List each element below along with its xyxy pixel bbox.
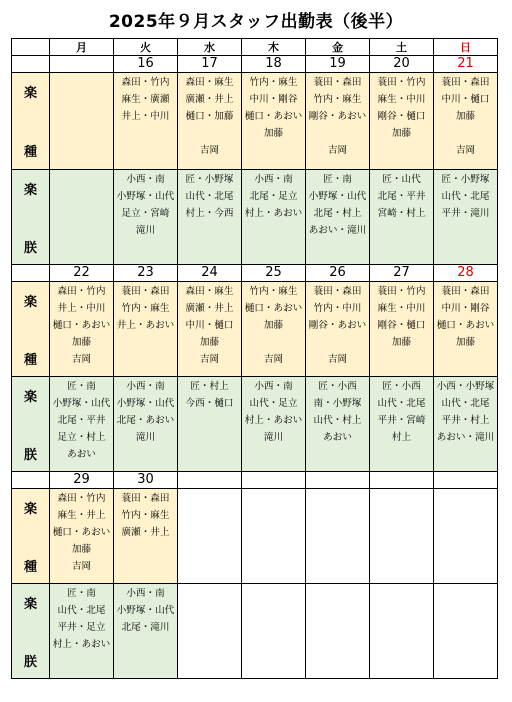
staff-cell: [114, 170, 178, 265]
staff-line: 匠・小西: [318, 381, 357, 392]
date-cell: 21: [434, 56, 498, 73]
staff-list: [370, 377, 433, 446]
staff-line: あおい・滝川: [436, 432, 495, 443]
staff-list: [50, 584, 113, 653]
date-cell: 27: [370, 265, 434, 282]
staff-cell: [114, 282, 178, 377]
staff-line: 吉岡: [71, 561, 92, 572]
staff-list: [306, 489, 369, 490]
staff-cell: [178, 282, 242, 377]
date-cell: [370, 472, 434, 489]
page-title: 2025年９月スタッフ出勤表（後半）: [108, 12, 404, 32]
staff-line: 足立・宮崎: [121, 208, 170, 219]
staff-line: 竹内・麻生: [121, 303, 170, 314]
staff-line: 吉岡: [327, 145, 348, 156]
staff-list: [370, 282, 433, 351]
staff-line: 井上・中川: [121, 111, 170, 122]
row-label-top-char: 楽: [23, 389, 37, 405]
staff-line: 北尾・平井: [57, 415, 106, 426]
staff-line: 麻生・中川: [377, 303, 426, 314]
date-cell: 30: [114, 472, 178, 489]
staff-cell: [50, 584, 114, 679]
staff-line: 加藤: [455, 111, 476, 122]
staff-line: 麻生・井上: [57, 510, 106, 521]
staff-list: [114, 377, 177, 446]
staff-line: 加藤: [199, 337, 220, 348]
staff-list: [50, 73, 113, 74]
staff-cell: [434, 489, 498, 584]
staff-line: 蓑田・森田: [441, 77, 490, 88]
date-cell: [434, 472, 498, 489]
staff-line: 麻生・廣瀬: [121, 94, 170, 105]
weekday-mon: 月: [50, 39, 114, 56]
staff-cell: [242, 282, 306, 377]
staff-list: [434, 584, 497, 585]
staff-line: 宮崎・村上: [377, 208, 426, 219]
staff-cell: [434, 282, 498, 377]
staff-line: 匠・村上: [190, 381, 229, 392]
staff-line: 樋口・あおい: [244, 303, 303, 314]
staff-line: 平井・滝川: [441, 208, 490, 219]
row-label-bottom-char: 朕: [23, 654, 37, 670]
staff-line: 村上: [391, 432, 412, 443]
shu-row-label: [12, 489, 50, 584]
staff-list: [114, 489, 177, 541]
staff-cell: [370, 73, 434, 170]
staff-line: 小西・南: [254, 381, 293, 392]
staff-cell: [370, 377, 434, 472]
staff-cell: [434, 170, 498, 265]
row-label-bottom-char: 朕: [23, 240, 37, 256]
staff-line: 山代・北尾: [441, 398, 490, 409]
staff-list: [242, 377, 305, 446]
staff-line: 匠・小野塚: [185, 174, 234, 185]
staff-line: 匠・小西: [382, 381, 421, 392]
staff-cell: [242, 377, 306, 472]
staff-list: [242, 282, 305, 368]
staff-cell: [370, 584, 434, 679]
staff-list: [306, 170, 369, 239]
staff-line: 山代・村上: [313, 415, 362, 426]
fuku-shift-row: [12, 170, 498, 265]
staff-line: あおい: [323, 432, 352, 443]
staff-line: 樋口・あおい: [244, 111, 303, 122]
weekday-sat: 土: [370, 39, 434, 56]
fuku-shift-row: [12, 584, 498, 679]
staff-list: [306, 282, 369, 368]
staff-line: 匠・南: [67, 381, 96, 392]
staff-line: 山代・足立: [249, 398, 298, 409]
date-row-label-cell: [12, 265, 50, 282]
row-label-spacer: [12, 517, 49, 556]
date-cell: [306, 472, 370, 489]
staff-list: [114, 584, 177, 636]
staff-list: [178, 73, 241, 159]
weekday-sun: 日: [434, 39, 498, 56]
staff-line: 小西・南: [126, 588, 165, 599]
staff-cell: [370, 282, 434, 377]
staff-line: 吉岡: [199, 145, 220, 156]
staff-list: [178, 377, 241, 412]
staff-line: 北尾・足立: [249, 191, 298, 202]
staff-line: 北尾・村上: [313, 208, 362, 219]
staff-list: [370, 489, 433, 490]
staff-cell: [306, 377, 370, 472]
staff-list: [178, 489, 241, 490]
staff-line: 竹内・麻生: [249, 77, 298, 88]
staff-cell: [370, 489, 434, 584]
staff-line: 蓑田・竹内: [377, 286, 426, 297]
staff-line: 匠・山代: [382, 174, 421, 185]
fuku-row-label: [12, 170, 50, 265]
date-cell: 24: [178, 265, 242, 282]
staff-line: 樋口・加藤: [185, 111, 234, 122]
fuku-shift-row: [12, 377, 498, 472]
staff-line: 蓑田・森田: [313, 77, 362, 88]
row-label-spacer: [12, 405, 49, 444]
date-row: [12, 56, 498, 73]
staff-line: 森田・竹内: [57, 286, 106, 297]
staff-cell: [242, 489, 306, 584]
staff-line: 加藤: [263, 320, 284, 331]
row-label-top-char: 楽: [23, 294, 37, 310]
staff-line: 廣瀬・井上: [121, 527, 170, 538]
staff-line: 村上・あおい: [244, 208, 303, 219]
staff-cell: [370, 170, 434, 265]
staff-line: 竹内・麻生: [249, 286, 298, 297]
staff-list: [434, 377, 497, 446]
date-cell: 25: [242, 265, 306, 282]
staff-list: [434, 489, 497, 490]
staff-list: [306, 584, 369, 585]
staff-line: 中川・樋口: [441, 94, 490, 105]
staff-line: 山代・北尾: [377, 398, 426, 409]
staff-line: 吉岡: [263, 354, 284, 365]
staff-line: 廣瀬・井上: [185, 303, 234, 314]
staff-line: 森田・竹内: [57, 493, 106, 504]
date-row-label-cell: [12, 472, 50, 489]
shu-shift-row: [12, 73, 498, 170]
staff-cell: [306, 282, 370, 377]
staff-list: [178, 584, 241, 585]
staff-line: 蓑田・森田: [121, 286, 170, 297]
staff-line: 平井・宮崎: [377, 415, 426, 426]
staff-list: [50, 489, 113, 575]
staff-line: 小野塚・山代: [116, 398, 175, 409]
staff-line: 樋口・あおい: [52, 527, 111, 538]
staff-line: 北尾・あおい: [116, 415, 175, 426]
staff-line: 蓑田・竹内: [377, 77, 426, 88]
shu-shift-row: [12, 489, 498, 584]
corner-cell: [12, 39, 50, 56]
staff-list: [178, 282, 241, 368]
staff-line: 南・小野塚: [313, 398, 362, 409]
weekday-thu: 木: [242, 39, 306, 56]
staff-cell: [50, 170, 114, 265]
weekday-tue: 火: [114, 39, 178, 56]
staff-line: 北尾・平井: [377, 191, 426, 202]
date-cell: 26: [306, 265, 370, 282]
staff-line: 匠・南: [323, 174, 352, 185]
staff-line: 竹内・中川: [313, 303, 362, 314]
staff-line: 山代・北尾: [441, 191, 490, 202]
staff-line: 小西・南: [126, 381, 165, 392]
staff-line: 中川・剛谷: [249, 94, 298, 105]
staff-line: あおい: [67, 449, 96, 460]
date-cell: 20: [370, 56, 434, 73]
staff-line: 剛谷・あおい: [308, 320, 367, 331]
staff-line-spacer: [307, 125, 368, 142]
staff-line-spacer: [435, 125, 496, 142]
staff-line: 今西・樋口: [185, 398, 234, 409]
staff-line: 吉岡: [455, 145, 476, 156]
staff-line: 小西・南: [254, 174, 293, 185]
staff-line: 剛谷・あおい: [308, 111, 367, 122]
staff-cell: [306, 73, 370, 170]
staff-list: [370, 584, 433, 585]
staff-cell: [50, 377, 114, 472]
date-row: [12, 265, 498, 282]
staff-line: 吉岡: [199, 354, 220, 365]
staff-list: [434, 73, 497, 159]
date-cell: 17: [178, 56, 242, 73]
weekday-fri: 金: [306, 39, 370, 56]
row-label-bottom-char: 朕: [23, 447, 37, 463]
staff-line: 村上・今西: [185, 208, 234, 219]
date-cell: 29: [50, 472, 114, 489]
staff-cell: [306, 489, 370, 584]
staff-cell: [242, 170, 306, 265]
staff-line: 滝川: [135, 432, 156, 443]
staff-line: 加藤: [455, 337, 476, 348]
row-label-spacer: [12, 101, 49, 141]
staff-cell: [50, 282, 114, 377]
staff-line: 竹内・麻生: [313, 94, 362, 105]
staff-list: [50, 170, 113, 171]
row-label-spacer: [12, 612, 49, 651]
staff-list: [434, 170, 497, 222]
staff-cell: [306, 584, 370, 679]
staff-line: 樋口・あおい: [436, 320, 495, 331]
staff-list: [242, 489, 305, 490]
staff-line: 小野塚・山代: [308, 191, 367, 202]
row-label-top-char: 楽: [23, 596, 37, 612]
staff-line: 加藤: [71, 544, 92, 555]
staff-line: 中川・樋口: [185, 320, 234, 331]
staff-line: 小野塚・山代: [116, 605, 175, 616]
date-cell: 19: [306, 56, 370, 73]
staff-line: 井上・中川: [57, 303, 106, 314]
staff-list: [242, 170, 305, 222]
staff-cell: [114, 584, 178, 679]
shu-shift-row: [12, 282, 498, 377]
row-label-spacer: [12, 198, 49, 237]
row-label-top-char: 楽: [23, 501, 37, 517]
staff-cell: [178, 489, 242, 584]
staff-cell: [178, 73, 242, 170]
row-label-bottom-char: 種: [23, 352, 37, 368]
row-label-spacer: [12, 310, 49, 349]
staff-list: [370, 73, 433, 142]
staff-line: 匠・南: [67, 588, 96, 599]
staff-cell: [242, 584, 306, 679]
staff-line: 小野塚・山代: [116, 191, 175, 202]
staff-line: 加藤: [71, 337, 92, 348]
staff-line: 吉岡: [327, 354, 348, 365]
staff-line: 加藤: [263, 128, 284, 139]
staff-cell: [50, 489, 114, 584]
staff-line: 剛谷・樋口: [377, 111, 426, 122]
staff-line: 中川・剛谷: [441, 303, 490, 314]
fuku-row-label: [12, 377, 50, 472]
staff-line: 小西・小野塚: [436, 381, 495, 392]
staff-line: 竹内・麻生: [121, 510, 170, 521]
staff-list: [50, 282, 113, 368]
staff-line: 滝川: [263, 432, 284, 443]
staff-line: 平井・足立: [57, 622, 106, 633]
schedule-body: [12, 39, 498, 679]
staff-line: 森田・麻生: [185, 286, 234, 297]
staff-line: 吉岡: [71, 354, 92, 365]
staff-list: [114, 73, 177, 125]
staff-line: 平井・村上: [441, 415, 490, 426]
date-cell: 23: [114, 265, 178, 282]
staff-line: 剛谷・樋口: [377, 320, 426, 331]
date-cell: 22: [50, 265, 114, 282]
staff-line-spacer: [179, 125, 240, 142]
weekday-wed: 水: [178, 39, 242, 56]
staff-line: 小西・南: [126, 174, 165, 185]
staff-cell: [434, 584, 498, 679]
staff-line: 蓑田・森田: [313, 286, 362, 297]
staff-line: あおい・滝川: [308, 225, 367, 236]
staff-line: 北尾・滝川: [121, 622, 170, 633]
staff-list: [242, 584, 305, 585]
staff-line: 森田・竹内: [121, 77, 170, 88]
date-row-label-cell: [12, 56, 50, 73]
staff-line: 麻生・中川: [377, 94, 426, 105]
staff-line: 蓑田・森田: [121, 493, 170, 504]
shu-row-label: [12, 73, 50, 170]
row-label-bottom-char: 種: [23, 559, 37, 575]
staff-list: [306, 377, 369, 446]
staff-line: 山代・北尾: [57, 605, 106, 616]
staff-line: 小野塚・山代: [52, 398, 111, 409]
staff-line: 森田・麻生: [185, 77, 234, 88]
staff-line: 匠・小野塚: [441, 174, 490, 185]
staff-line: 村上・あおい: [52, 639, 111, 650]
staff-cell: [178, 170, 242, 265]
staff-line: 村上・あおい: [244, 415, 303, 426]
staff-list: [434, 282, 497, 351]
staff-cell: [50, 73, 114, 170]
staff-line: 足立・村上: [57, 432, 106, 443]
staff-line: 山代・北尾: [185, 191, 234, 202]
staff-list: [306, 73, 369, 159]
staff-cell: [178, 377, 242, 472]
staff-cell: [242, 73, 306, 170]
staff-line-spacer: [307, 334, 368, 351]
date-cell: 28: [434, 265, 498, 282]
staff-line-spacer: [243, 334, 304, 351]
staff-line: 蓑田・森田: [441, 286, 490, 297]
staff-cell: [434, 377, 498, 472]
staff-line: 滝川: [135, 225, 156, 236]
staff-list: [114, 170, 177, 239]
staff-list: [242, 73, 305, 142]
staff-cell: [114, 489, 178, 584]
staff-list: [50, 377, 113, 463]
date-row: [12, 472, 498, 489]
date-cell: 18: [242, 56, 306, 73]
staff-cell: [178, 584, 242, 679]
date-cell: [242, 472, 306, 489]
staff-line: 井上・あおい: [116, 320, 175, 331]
staff-line: 加藤: [391, 128, 412, 139]
schedule-table: [11, 38, 498, 679]
staff-cell: [434, 73, 498, 170]
staff-cell: [306, 170, 370, 265]
staff-cell: [114, 377, 178, 472]
row-label-top-char: 楽: [23, 86, 37, 101]
fuku-row-label: [12, 584, 50, 679]
date-cell: [50, 56, 114, 73]
shu-row-label: [12, 282, 50, 377]
staff-cell: [114, 73, 178, 170]
staff-line: 樋口・あおい: [52, 320, 111, 331]
staff-list: [114, 282, 177, 334]
row-label-bottom-char: 種: [23, 145, 37, 160]
row-label-top-char: 楽: [23, 182, 37, 198]
staff-list: [370, 170, 433, 222]
staff-list: [178, 170, 241, 222]
weekday-header-row: [12, 39, 498, 56]
staff-line: 加藤: [391, 337, 412, 348]
staff-line: 廣瀬・井上: [185, 94, 234, 105]
date-cell: [178, 472, 242, 489]
date-cell: 16: [114, 56, 178, 73]
